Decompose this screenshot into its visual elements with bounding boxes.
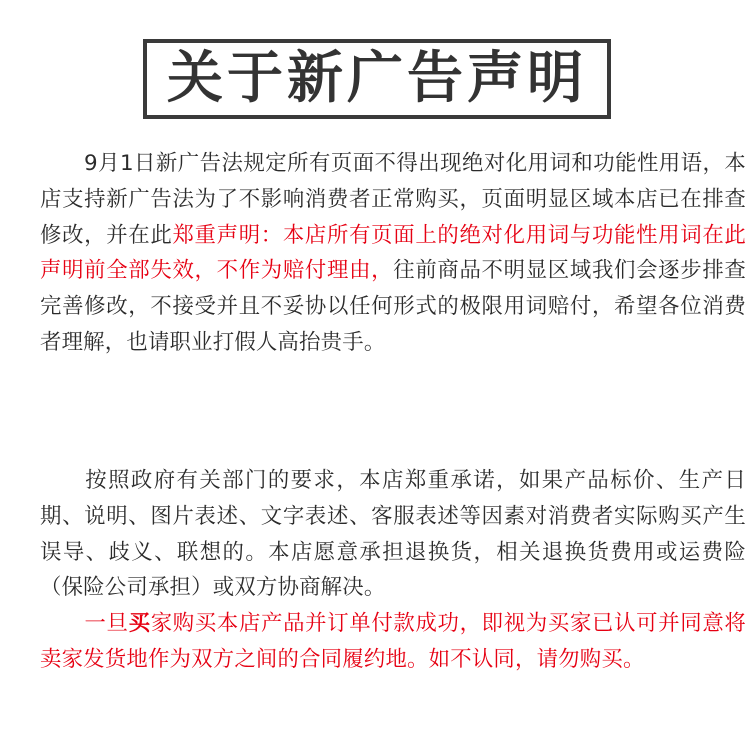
commitment-paragraph: [40, 463, 746, 606]
contract-place-bold-word: 买: [128, 611, 151, 637]
notice-text-start: 9月1日新广告法规定所有页面不得出现绝对化用词和功能性用语，本店支持新广告法为了不影响消费者正常购买，页面明显区域本店已在排查修改，并在此: [40, 151, 746, 248]
contract-place-text: 家购买本店产品并订单付款成功，即视为买家已认可并同意将卖家发货地作为双方之间的合同履约地。如不认同，请勿购买。: [40, 611, 746, 672]
page-title: 关于新广告声明: [167, 46, 587, 111]
contract-place-prefix: 一旦: [84, 611, 129, 637]
contract-place-paragraph: [40, 606, 746, 678]
notice-text-end: 往前商品不明显区域我们会逐步排查完善修改，不接受并且不妥协以任何形式的极限用词赔付，希望各位消费者理解，也请职业打假人高抬贵手。: [40, 258, 747, 355]
commitment-section: [40, 463, 746, 678]
title-box: [143, 39, 611, 119]
notice-paragraph: [40, 146, 746, 361]
solemn-declaration-text: 郑重声明：本店所有页面上的绝对化用词与功能性用词在此声明前全部失效，不作为赔付理由，: [40, 222, 746, 284]
commitment-text: 按照政府有关部门的要求，本店郑重承诺，如果产品标价、生产日期、说明、图片表述、文字表述、客服表述等因素对消费者实际购买产生误导、歧义、联想的。本店愿意承担退换货，相关退换货费用或运费险（保险公司承担）或双方协商解决。: [40, 468, 746, 601]
